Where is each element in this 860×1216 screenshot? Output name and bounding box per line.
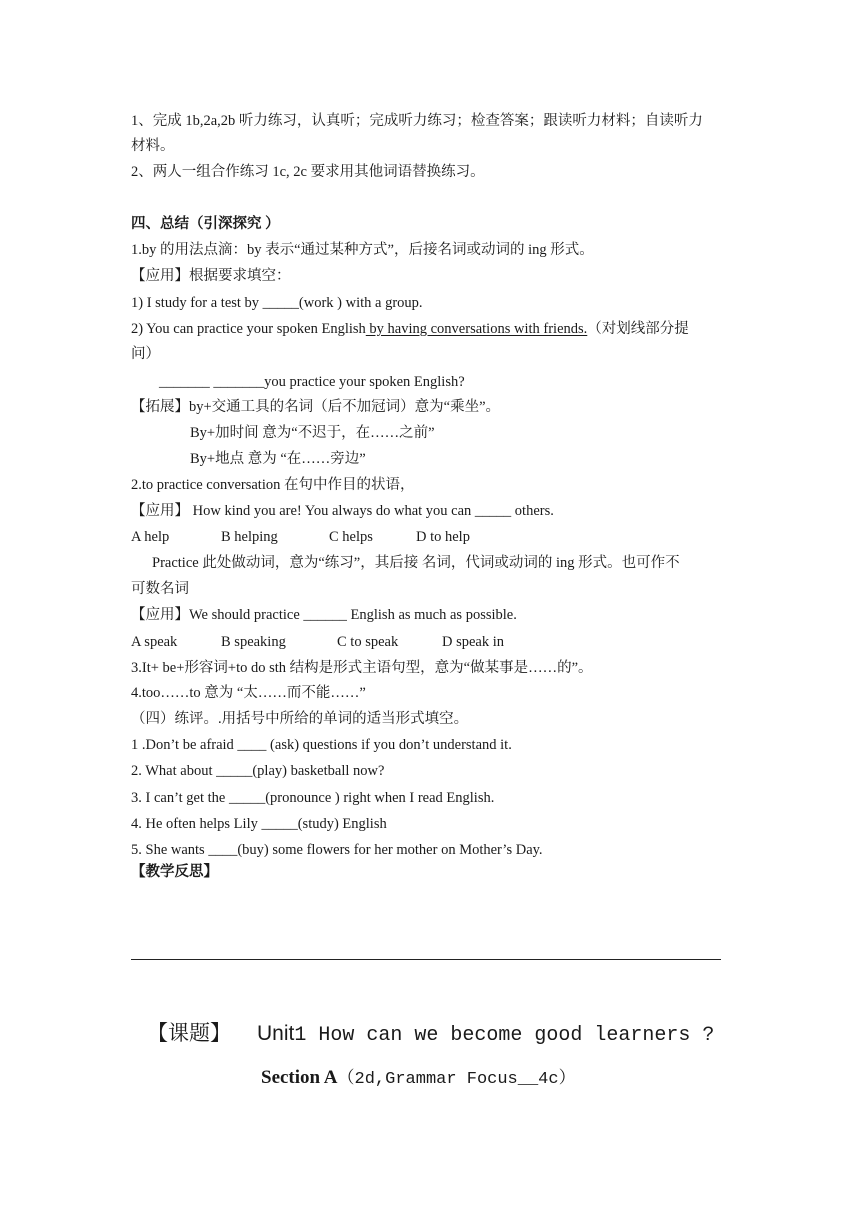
option-c: C helps (329, 529, 373, 545)
title-unit: Unit (257, 1022, 295, 1045)
title-bracket: 【课题】 (147, 1021, 231, 1045)
option-b: B helping (221, 529, 278, 545)
exercise-item-3: 3. I can’t get the _____(pronounce ) right when I read English. (131, 790, 495, 806)
step-1-text: 1、完成 1b,2a,2b 听力练习，认真听；完成听力练习；检查答案；跟读听力材料；自读听力 (131, 113, 703, 129)
too-to-note: 4.too……to 意为 “太……而不能……” (131, 685, 366, 701)
practice-verb-note-cont: 可数名词 (131, 581, 189, 597)
lesson-subtitle (261, 1063, 576, 1089)
option-c: C to speak (337, 634, 399, 650)
extension-by-time: By+加时间 意为“不迟于，在……之前” (190, 425, 435, 441)
extension-by-place: By+地点 意为 “在……旁边” (190, 451, 366, 467)
apply-question-2: 【应用】We should practice ______ English as much as possible. (131, 607, 517, 623)
exercise-by-1: 1) I study for a test by _____(work ) with a group. (131, 295, 423, 311)
exercise-by-2 (131, 319, 689, 339)
lesson-title (147, 1017, 714, 1047)
apply-question-1-options (131, 527, 470, 547)
step-1-text-cont: 材料。 (131, 138, 175, 154)
exercise-by-2-answer-line: _______ _______you practice your spoken English? (159, 374, 465, 390)
option-d: D speak in (442, 634, 505, 650)
exercise-item-1: 1 .Don’t be afraid ____ (ask) questions if you don’t understand it. (131, 737, 512, 753)
exercise-by-2-instruction: （对划线部分提 (587, 321, 689, 337)
exercise-item-4: 4. He often helps Lily _____(study) English (131, 816, 387, 832)
section-heading-summary: 四、总结（引深探究 ） (131, 216, 280, 232)
exercise-item-2: 2. What about _____(play) basketball now? (131, 763, 385, 779)
it-be-adj-note: 3.It+ be+形容词+to do sth 结构是形式主语句型，意为“做某事是……的”。 (131, 660, 593, 676)
apply-question-2-options (131, 632, 504, 652)
exercise-heading: （四）练评。.用括号中所给的单词的适当形式填空。 (131, 711, 469, 727)
exercise-by-2-lead: 2) You can practice your spoken English (131, 321, 366, 337)
apply-question-1: 【应用】 How kind you are! You always do what you can _____ others. (131, 503, 554, 519)
by-usage-note: 1.by 的用法点滴：by 表示“通过某种方式”，后接名词或动词的 ing 形式。 (131, 242, 594, 258)
exercise-by-2-underlined: by having conversations with friends. (365, 321, 588, 337)
subtitle-detail: （2d,Grammar Focus__4c） (337, 1070, 576, 1089)
apply-heading: 【应用】根据要求填空： (131, 268, 291, 284)
exercise-by-2-cont: 问） (131, 346, 160, 362)
exercise-item-5: 5. She wants ____(buy) some flowers for her mother on Mother’s Day. (131, 842, 543, 858)
title-rest: 1 How can we become good learners ? (294, 1024, 715, 1047)
reflection-heading: 【教学反思】 (131, 864, 218, 880)
option-a: A speak (131, 634, 178, 650)
option-d: D to help (416, 529, 470, 545)
option-b: B speaking (221, 634, 286, 650)
practice-usage-note: 2.to practice conversation 在句中作目的状语， (131, 477, 415, 493)
option-a: A help (131, 529, 170, 545)
extension-note: 【拓展】by+交通工具的名词（后不加冠词）意为“乘坐”。 (131, 399, 501, 415)
step-2-text: 2、两人一组合作练习 1c, 2c 要求用其他词语替换练习。 (131, 164, 485, 180)
practice-verb-note: Practice 此处做动词，意为“练习”，其后接 名词，代词或动词的 ing 形式。也可作不 (152, 555, 680, 571)
section-divider (131, 959, 721, 960)
subtitle-section: Section A (261, 1067, 338, 1088)
